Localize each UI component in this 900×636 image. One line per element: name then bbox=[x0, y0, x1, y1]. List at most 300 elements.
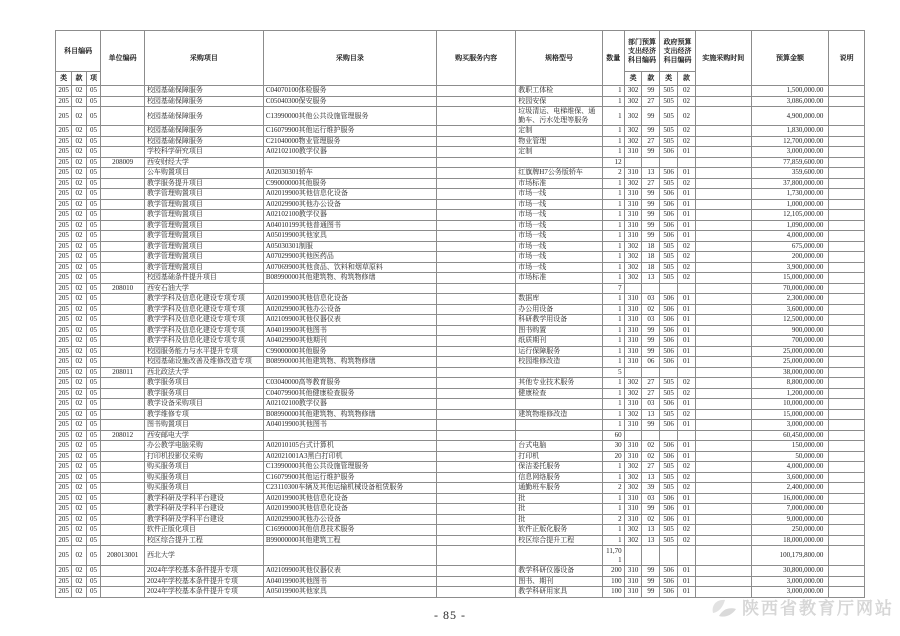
cell-service-content bbox=[437, 535, 516, 546]
cell-lei: 205 bbox=[56, 178, 72, 189]
cell-gov-lei: 506 bbox=[660, 210, 678, 221]
cell-xiang: 05 bbox=[86, 273, 101, 284]
cell-kuan: 02 bbox=[72, 388, 87, 399]
cell-time bbox=[695, 147, 751, 158]
cell-unit-code bbox=[101, 514, 145, 525]
cell-budget: 1,200,000.00 bbox=[751, 388, 829, 399]
cell-dept-lei: 310 bbox=[624, 231, 642, 242]
cell-xiang: 05 bbox=[86, 136, 101, 147]
cell-catalog bbox=[263, 283, 436, 294]
cell-dept-kuan: 03 bbox=[642, 315, 660, 326]
header-subject-code: 科目编码 bbox=[56, 31, 101, 72]
cell-lei: 205 bbox=[56, 535, 72, 546]
cell-gov-kuan: 01 bbox=[678, 566, 696, 577]
cell-dept-kuan bbox=[642, 367, 660, 378]
cell-lei: 205 bbox=[56, 231, 72, 242]
cell-dept-kuan bbox=[642, 430, 660, 441]
cell-qty: 200 bbox=[602, 566, 624, 577]
table-row bbox=[56, 231, 865, 242]
cell-unit-code: 208013001 bbox=[101, 546, 145, 566]
cell-unit-code bbox=[101, 210, 145, 221]
cell-budget: 77,859,600.00 bbox=[751, 157, 829, 168]
cell-note bbox=[829, 535, 865, 546]
cell-spec: 教学科研用家具 bbox=[516, 587, 603, 598]
cell-service-content bbox=[437, 189, 516, 200]
cell-spec: 市场一线 bbox=[516, 210, 603, 221]
cell-dept-lei: 310 bbox=[624, 420, 642, 431]
cell-time bbox=[695, 336, 751, 347]
cell-note bbox=[829, 294, 865, 305]
cell-service-content bbox=[437, 273, 516, 284]
cell-project: 购买服务项目 bbox=[144, 472, 263, 483]
cell-budget: 4,000,000.00 bbox=[751, 231, 829, 242]
cell-dept-lei: 310 bbox=[624, 576, 642, 587]
cell-qty: 1 bbox=[602, 107, 624, 126]
cell-lei: 205 bbox=[56, 357, 72, 368]
cell-catalog: C13990000其他公共设施管理服务 bbox=[263, 107, 436, 126]
cell-service-content bbox=[437, 294, 516, 305]
cell-dept-kuan: 03 bbox=[642, 493, 660, 504]
cell-catalog: C13990000其他公共设施管理服务 bbox=[263, 462, 436, 473]
cell-note bbox=[829, 430, 865, 441]
cell-project: 教学学科及信息化建设专项专项 bbox=[144, 294, 263, 305]
table-row bbox=[56, 178, 865, 189]
cell-catalog: A02030301轿车 bbox=[263, 168, 436, 179]
cell-kuan: 02 bbox=[72, 525, 87, 536]
cell-qty: 1 bbox=[602, 147, 624, 158]
cell-kuan: 02 bbox=[72, 315, 87, 326]
cell-gov-lei: 505 bbox=[660, 136, 678, 147]
cell-kuan: 02 bbox=[72, 535, 87, 546]
cell-qty: 1 bbox=[602, 86, 624, 97]
cell-budget: 70,000,000.00 bbox=[751, 283, 829, 294]
table-row bbox=[56, 535, 865, 546]
cell-budget: 3,600,000.00 bbox=[751, 304, 829, 315]
cell-xiang: 05 bbox=[86, 178, 101, 189]
cell-spec: 教职工体检 bbox=[516, 86, 603, 97]
cell-gov-kuan: 02 bbox=[678, 388, 696, 399]
cell-spec: 图书购置 bbox=[516, 325, 603, 336]
cell-note bbox=[829, 451, 865, 462]
table-row bbox=[56, 220, 865, 231]
cell-time bbox=[695, 168, 751, 179]
cell-spec: 校区综合提升工程 bbox=[516, 535, 603, 546]
cell-dept-lei: 310 bbox=[624, 294, 642, 305]
cell-spec bbox=[516, 367, 603, 378]
cell-gov-kuan bbox=[678, 157, 696, 168]
cell-dept-lei: 310 bbox=[624, 304, 642, 315]
cell-kuan: 02 bbox=[72, 462, 87, 473]
cell-spec: 建筑物维修改造 bbox=[516, 409, 603, 420]
table-row bbox=[56, 462, 865, 473]
cell-catalog: A02102100教学仪器 bbox=[263, 147, 436, 158]
cell-qty: 1 bbox=[602, 462, 624, 473]
cell-gov-kuan: 01 bbox=[678, 587, 696, 598]
cell-kuan: 02 bbox=[72, 409, 87, 420]
cell-service-content bbox=[437, 430, 516, 441]
cell-gov-kuan: 02 bbox=[678, 378, 696, 389]
cell-gov-kuan: 02 bbox=[678, 262, 696, 273]
cell-catalog: C03040000高等教育服务 bbox=[263, 378, 436, 389]
cell-catalog: C05040300保安服务 bbox=[263, 96, 436, 107]
table-row bbox=[56, 566, 865, 577]
cell-unit-code bbox=[101, 199, 145, 210]
cell-gov-lei bbox=[660, 546, 678, 566]
cell-lei: 205 bbox=[56, 336, 72, 347]
cell-note bbox=[829, 420, 865, 431]
cell-gov-kuan: 02 bbox=[678, 136, 696, 147]
cell-gov-kuan: 01 bbox=[678, 168, 696, 179]
cell-unit-code bbox=[101, 147, 145, 158]
cell-service-content bbox=[437, 231, 516, 242]
cell-xiang: 05 bbox=[86, 294, 101, 305]
cell-spec: 市场标准 bbox=[516, 178, 603, 189]
cell-project: 教学管理购置项目 bbox=[144, 220, 263, 231]
cell-service-content bbox=[437, 252, 516, 263]
cell-dept-lei: 310 bbox=[624, 514, 642, 525]
cell-time bbox=[695, 220, 751, 231]
cell-catalog: C16079900其他运行维护服务 bbox=[263, 472, 436, 483]
cell-time bbox=[695, 409, 751, 420]
cell-catalog: A07029900其他医药品 bbox=[263, 252, 436, 263]
cell-gov-lei: 506 bbox=[660, 399, 678, 410]
procurement-table bbox=[55, 30, 865, 598]
cell-gov-lei: 506 bbox=[660, 199, 678, 210]
cell-time bbox=[695, 483, 751, 494]
cell-catalog: A04010199其他普通图书 bbox=[263, 220, 436, 231]
cell-gov-kuan: 02 bbox=[678, 535, 696, 546]
cell-note bbox=[829, 441, 865, 452]
cell-lei: 205 bbox=[56, 168, 72, 179]
header-catalog: 采购目录 bbox=[263, 31, 436, 86]
cell-qty: 1 bbox=[602, 252, 624, 263]
cell-gov-lei bbox=[660, 157, 678, 168]
cell-unit-code bbox=[101, 86, 145, 97]
cell-kuan: 02 bbox=[72, 346, 87, 357]
cell-service-content bbox=[437, 525, 516, 536]
cell-lei: 205 bbox=[56, 252, 72, 263]
cell-dept-kuan: 99 bbox=[642, 107, 660, 126]
table-row bbox=[56, 210, 865, 221]
cell-budget: 60,450,000.00 bbox=[751, 430, 829, 441]
header-gov-lei: 类 bbox=[660, 72, 678, 86]
cell-time bbox=[695, 504, 751, 515]
cell-kuan: 02 bbox=[72, 283, 87, 294]
cell-gov-lei: 506 bbox=[660, 451, 678, 462]
cell-unit-code bbox=[101, 451, 145, 462]
cell-service-content bbox=[437, 566, 516, 577]
cell-xiang: 05 bbox=[86, 325, 101, 336]
cell-lei: 205 bbox=[56, 441, 72, 452]
table-row bbox=[56, 252, 865, 263]
cell-catalog: A02021001A3黑白打印机 bbox=[263, 451, 436, 462]
cell-catalog: A02019900其他信息化设备 bbox=[263, 493, 436, 504]
cell-time bbox=[695, 136, 751, 147]
cell-time bbox=[695, 462, 751, 473]
cell-catalog: A02010105台式计算机 bbox=[263, 441, 436, 452]
cell-qty: 12 bbox=[602, 157, 624, 168]
cell-gov-kuan: 01 bbox=[678, 336, 696, 347]
header-dept-lei: 类 bbox=[624, 72, 642, 86]
cell-catalog: A02102100教学仪器 bbox=[263, 399, 436, 410]
cell-unit-code bbox=[101, 252, 145, 263]
cell-gov-lei: 505 bbox=[660, 252, 678, 263]
cell-kuan: 02 bbox=[72, 483, 87, 494]
cell-note bbox=[829, 504, 865, 515]
cell-project: 教学服务提升项目 bbox=[144, 178, 263, 189]
table-row bbox=[56, 357, 865, 368]
cell-time bbox=[695, 420, 751, 431]
cell-dept-kuan: 18 bbox=[642, 252, 660, 263]
table-row bbox=[56, 315, 865, 326]
cell-unit-code bbox=[101, 294, 145, 305]
cell-gov-lei: 505 bbox=[660, 107, 678, 126]
cell-dept-kuan: 99 bbox=[642, 189, 660, 200]
cell-unit-code: 208011 bbox=[101, 367, 145, 378]
cell-lei: 205 bbox=[56, 451, 72, 462]
cell-qty: 20 bbox=[602, 451, 624, 462]
cell-dept-lei: 310 bbox=[624, 346, 642, 357]
cell-dept-kuan bbox=[642, 283, 660, 294]
cell-xiang: 05 bbox=[86, 409, 101, 420]
cell-unit-code bbox=[101, 304, 145, 315]
cell-gov-lei: 505 bbox=[660, 483, 678, 494]
cell-catalog: A04029900其他期刊 bbox=[263, 336, 436, 347]
cell-note bbox=[829, 220, 865, 231]
cell-lei: 205 bbox=[56, 107, 72, 126]
cell-gov-kuan bbox=[678, 546, 696, 566]
cell-budget: 18,000,000.00 bbox=[751, 535, 829, 546]
header-gov-kuan: 款 bbox=[678, 72, 696, 86]
cell-xiang: 05 bbox=[86, 388, 101, 399]
cell-budget: 1,830,000.00 bbox=[751, 126, 829, 137]
cell-dept-lei: 310 bbox=[624, 336, 642, 347]
cell-service-content bbox=[437, 126, 516, 137]
cell-dept-kuan: 99 bbox=[642, 210, 660, 221]
table-row bbox=[56, 504, 865, 515]
header-spec: 规格型号 bbox=[516, 31, 603, 86]
cell-xiang: 05 bbox=[86, 107, 101, 126]
cell-service-content bbox=[437, 86, 516, 97]
cell-dept-kuan: 06 bbox=[642, 357, 660, 368]
cell-gov-lei: 506 bbox=[660, 420, 678, 431]
cell-catalog: A02019900其他信息化设备 bbox=[263, 294, 436, 305]
cell-dept-kuan: 99 bbox=[642, 325, 660, 336]
cell-project: 教学管理购置项目 bbox=[144, 241, 263, 252]
cell-qty: 1 bbox=[602, 304, 624, 315]
cell-lei: 205 bbox=[56, 346, 72, 357]
cell-dept-kuan: 13 bbox=[642, 525, 660, 536]
cell-lei: 205 bbox=[56, 189, 72, 200]
cell-project: 教学科研及学科平台建设 bbox=[144, 493, 263, 504]
cell-gov-kuan: 01 bbox=[678, 231, 696, 242]
cell-time bbox=[695, 304, 751, 315]
cell-spec: 批 bbox=[516, 514, 603, 525]
cell-kuan: 02 bbox=[72, 399, 87, 410]
header-dept-econ-code: 部门预算支出经济科目编码 bbox=[624, 31, 660, 72]
cell-budget: 675,000.00 bbox=[751, 241, 829, 252]
cell-qty: 1 bbox=[602, 273, 624, 284]
cell-spec bbox=[516, 430, 603, 441]
cell-project: 购买服务项目 bbox=[144, 483, 263, 494]
cell-kuan: 02 bbox=[72, 493, 87, 504]
cell-note bbox=[829, 514, 865, 525]
cell-xiang: 05 bbox=[86, 346, 101, 357]
cell-project: 教学维修专项 bbox=[144, 409, 263, 420]
cell-project: 图书购置项目 bbox=[144, 420, 263, 431]
cell-lei: 205 bbox=[56, 430, 72, 441]
cell-note bbox=[829, 262, 865, 273]
cell-dept-lei: 310 bbox=[624, 399, 642, 410]
cell-dept-lei: 302 bbox=[624, 273, 642, 284]
cell-xiang: 05 bbox=[86, 147, 101, 158]
cell-kuan: 02 bbox=[72, 367, 87, 378]
cell-dept-lei: 310 bbox=[624, 325, 642, 336]
cell-spec: 市场标准 bbox=[516, 273, 603, 284]
cell-qty: 30 bbox=[602, 441, 624, 452]
cell-xiang: 05 bbox=[86, 252, 101, 263]
cell-dept-lei: 302 bbox=[624, 126, 642, 137]
cell-qty: 1 bbox=[602, 388, 624, 399]
cell-gov-kuan: 02 bbox=[678, 86, 696, 97]
cell-kuan: 02 bbox=[72, 566, 87, 577]
cell-catalog: B08990000其他建筑物、构筑物修缮 bbox=[263, 357, 436, 368]
cell-lei: 205 bbox=[56, 462, 72, 473]
cell-time bbox=[695, 346, 751, 357]
cell-catalog: A05019900其他家具 bbox=[263, 587, 436, 598]
cell-project: 校园服务能力与水平提升专项 bbox=[144, 346, 263, 357]
cell-qty: 1 bbox=[602, 96, 624, 107]
cell-budget: 250,000.00 bbox=[751, 525, 829, 536]
cell-time bbox=[695, 493, 751, 504]
header-unit-code: 单位编码 bbox=[101, 31, 145, 86]
cell-budget: 3,900,000.00 bbox=[751, 262, 829, 273]
cell-gov-lei: 505 bbox=[660, 472, 678, 483]
cell-qty: 1 bbox=[602, 378, 624, 389]
cell-dept-lei: 310 bbox=[624, 504, 642, 515]
cell-unit-code bbox=[101, 262, 145, 273]
cell-catalog: A04019900其他图书 bbox=[263, 576, 436, 587]
table-row bbox=[56, 294, 865, 305]
cell-gov-kuan: 01 bbox=[678, 304, 696, 315]
cell-budget: 15,000,000.00 bbox=[751, 273, 829, 284]
cell-dept-kuan: 27 bbox=[642, 136, 660, 147]
cell-service-content bbox=[437, 587, 516, 598]
cell-service-content bbox=[437, 147, 516, 158]
cell-qty: 1 bbox=[602, 199, 624, 210]
cell-xiang: 05 bbox=[86, 451, 101, 462]
cell-dept-kuan: 02 bbox=[642, 514, 660, 525]
table-header bbox=[56, 31, 865, 86]
cell-lei: 205 bbox=[56, 367, 72, 378]
cell-budget: 1,500,000.00 bbox=[751, 86, 829, 97]
cell-note bbox=[829, 472, 865, 483]
cell-spec: 校园维修改造 bbox=[516, 357, 603, 368]
cell-unit-code bbox=[101, 388, 145, 399]
cell-unit-code bbox=[101, 441, 145, 452]
cell-qty: 1 bbox=[602, 346, 624, 357]
cell-project: 2024年学校基本条件提升专项 bbox=[144, 587, 263, 598]
cell-unit-code bbox=[101, 535, 145, 546]
cell-spec: 健康检查 bbox=[516, 388, 603, 399]
cell-xiang: 05 bbox=[86, 525, 101, 536]
cell-gov-lei: 505 bbox=[660, 378, 678, 389]
cell-time bbox=[695, 315, 751, 326]
cell-project: 教学科研及学科平台建设 bbox=[144, 504, 263, 515]
cell-dept-lei: 302 bbox=[624, 462, 642, 473]
cell-xiang: 05 bbox=[86, 220, 101, 231]
cell-gov-lei: 506 bbox=[660, 504, 678, 515]
table-row bbox=[56, 107, 865, 126]
cell-xiang: 05 bbox=[86, 283, 101, 294]
cell-dept-lei: 302 bbox=[624, 241, 642, 252]
cell-dept-kuan: 99 bbox=[642, 566, 660, 577]
cell-unit-code bbox=[101, 315, 145, 326]
cell-project: 教学设备采购项目 bbox=[144, 399, 263, 410]
cell-xiang: 05 bbox=[86, 514, 101, 525]
cell-project: 校园基础保障服务 bbox=[144, 126, 263, 137]
cell-unit-code bbox=[101, 96, 145, 107]
cell-gov-lei: 505 bbox=[660, 535, 678, 546]
cell-spec: 打印机 bbox=[516, 451, 603, 462]
cell-gov-lei: 506 bbox=[660, 189, 678, 200]
cell-time bbox=[695, 241, 751, 252]
cell-project: 教学管理购置项目 bbox=[144, 252, 263, 263]
cell-time bbox=[695, 283, 751, 294]
cell-spec: 运行保障服务 bbox=[516, 346, 603, 357]
cell-gov-lei: 506 bbox=[660, 168, 678, 179]
cell-unit-code bbox=[101, 472, 145, 483]
cell-project: 软件正版化项目 bbox=[144, 525, 263, 536]
cell-dept-lei: 310 bbox=[624, 587, 642, 598]
cell-budget: 2,300,000.00 bbox=[751, 294, 829, 305]
cell-dept-kuan: 13 bbox=[642, 168, 660, 179]
cell-service-content bbox=[437, 325, 516, 336]
cell-budget: 1,090,000.00 bbox=[751, 220, 829, 231]
header-project: 采购项目 bbox=[144, 31, 263, 86]
cell-spec: 垃圾清运、电梯维保、通勤车、污水处理等服务 bbox=[516, 107, 603, 126]
cell-dept-kuan: 99 bbox=[642, 336, 660, 347]
cell-spec: 保洁委托服务 bbox=[516, 462, 603, 473]
cell-budget: 4,900,000.00 bbox=[751, 107, 829, 126]
cell-catalog bbox=[263, 367, 436, 378]
cell-budget: 30,800,000.00 bbox=[751, 566, 829, 577]
cell-project: 教学科研及学科平台建设 bbox=[144, 514, 263, 525]
cell-gov-kuan: 02 bbox=[678, 241, 696, 252]
cell-budget: 15,000,000.00 bbox=[751, 409, 829, 420]
cell-gov-kuan bbox=[678, 367, 696, 378]
cell-catalog: A02029900其他办公设备 bbox=[263, 514, 436, 525]
cell-spec: 红旗牌H7公务版轿车 bbox=[516, 168, 603, 179]
cell-dept-kuan: 02 bbox=[642, 451, 660, 462]
cell-qty: 1 bbox=[602, 336, 624, 347]
cell-project: 教学服务项目 bbox=[144, 378, 263, 389]
cell-dept-lei: 310 bbox=[624, 357, 642, 368]
university-row bbox=[56, 367, 865, 378]
cell-qty: 1 bbox=[602, 136, 624, 147]
cell-dept-kuan: 99 bbox=[642, 86, 660, 97]
cell-time bbox=[695, 430, 751, 441]
cell-gov-kuan: 01 bbox=[678, 199, 696, 210]
cell-qty: 1 bbox=[602, 220, 624, 231]
cell-lei: 205 bbox=[56, 472, 72, 483]
cell-note bbox=[829, 576, 865, 587]
cell-note bbox=[829, 388, 865, 399]
cell-gov-lei bbox=[660, 367, 678, 378]
cell-service-content bbox=[437, 367, 516, 378]
cell-xiang: 05 bbox=[86, 504, 101, 515]
cell-kuan: 02 bbox=[72, 96, 87, 107]
